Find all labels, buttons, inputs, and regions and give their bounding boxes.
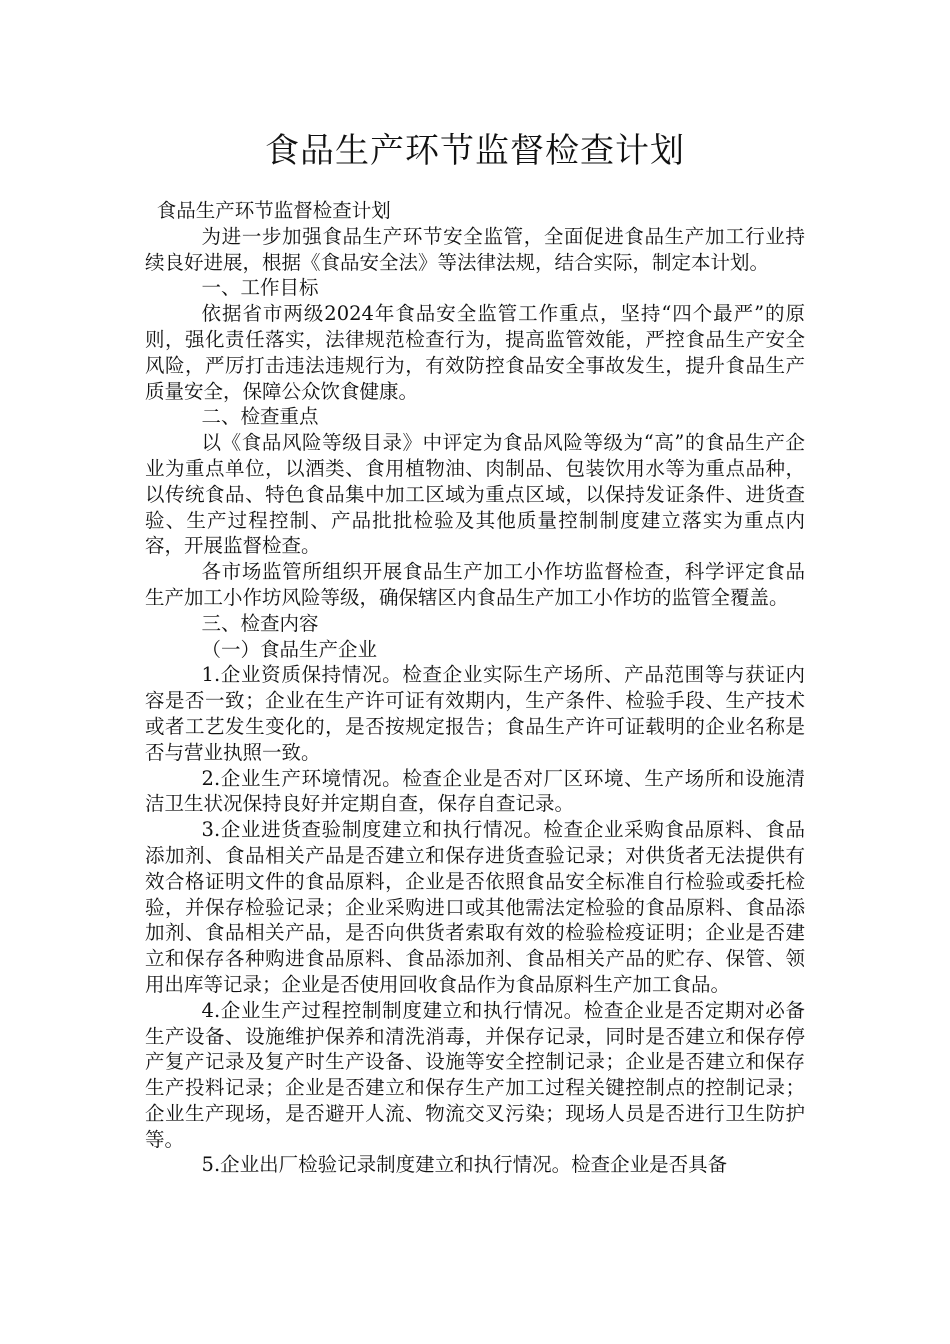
paragraph-item-2: 2.企业生产环境情况。检查企业是否对厂区环境、生产场所和设施清洁卫生状况保持良好并定期自查，保存自查记录。 — [145, 766, 805, 816]
paragraph-item-4: 4.企业生产过程控制制度建立和执行情况。检查企业是否定期对必备生产设备、设施维护保养和清洗消毒，并保存记录，同时是否建立和保存停产复产记录及复产时生产设备、设施等安全控制记录；企业是否建立和保存生产投料记录；企业是否建立和保存生产加工过程关键控制点的控制记录；企业生产现场，是否避开人流、物流交叉污染；现场人员是否进行卫生防护等。 — [145, 998, 805, 1151]
paragraph-goals: 依据省市两级2024年食品安全监管工作重点，坚持“四个最严”的原则，强化责任落实，法律规范检查行为，提高监管效能，严控食品生产安全风险，严厉打击违法违规行为，有效防控食品安全事故发生，提升食品生产质量安全，保障公众饮食健康。 — [145, 302, 805, 403]
paragraph-item-3: 3.企业进货查验制度建立和执行情况。检查企业采购食品原料、食品添加剂、食品相关产品是否建立和保存进货查验记录；对供货者无法提供有效合格证明文件的食品原料，企业是否依照食品安全标准自行检验或委托检验，并保存检验记录；企业采购进口或其他需法定检验的食品原料、食品添加剂、食品相关产品，是否向供货者索取有效的检验检疫证明；企业是否建立和保存各种购进食品原料、食品添加剂、食品相关产品的贮存、保管、领用出库等记录；企业是否使用回收食品作为食品原料生产加工食品。 — [145, 818, 805, 996]
document-body — [145, 198, 805, 1178]
paragraph-item-1: 1.企业资质保持情况。检查企业实际生产场所、产品范围等与获证内容是否一致；企业在生产许可证有效期内，生产条件、检验手段、生产技术或者工艺发生变化的，是否按规定报告；食品生产许可证载明的企业名称是否与营业执照一致。 — [145, 663, 805, 764]
document-subtitle: 食品生产环节监督检查计划 — [156, 199, 391, 222]
paragraph-focus-workshops: 各市场监管所组织开展食品生产加工小作坊监督检查，科学评定食品生产加工小作坊风险等级，确保辖区内食品生产加工小作坊的监管全覆盖。 — [145, 560, 805, 609]
subsection-heading-enterprises: （一）食品生产企业 — [201, 637, 378, 661]
paragraph-focus-units: 以《食品风险等级目录》中评定为食品风险等级为“高”的食品生产企业为重点单位，以酒类、食用植物油、肉制品、包装饮用水等为重点品种，以传统食品、特色食品集中加工区域为重点区域，以保持发证条件、进货查验、生产过程控制、产品批批检验及其他质量控制制度建立落实为重点内容，开展监督检查。 — [145, 431, 805, 558]
paragraph-item-5: 5.企业出厂检验记录制度建立和执行情况。检查企业是否具备 — [201, 1153, 728, 1177]
document-title: 食品生产环节监督检查计划 — [265, 131, 685, 171]
paragraph-intro: 为进一步加强食品生产环节安全监管，全面促进食品生产加工行业持续良好进展，根据《食品安全法》等法律法规，结合实际，制定本计划。 — [145, 224, 805, 274]
section-heading-content: 三、检查内容 — [201, 611, 319, 635]
section-heading-focus: 二、检查重点 — [201, 405, 319, 429]
section-heading-goals: 一、工作目标 — [201, 276, 319, 300]
